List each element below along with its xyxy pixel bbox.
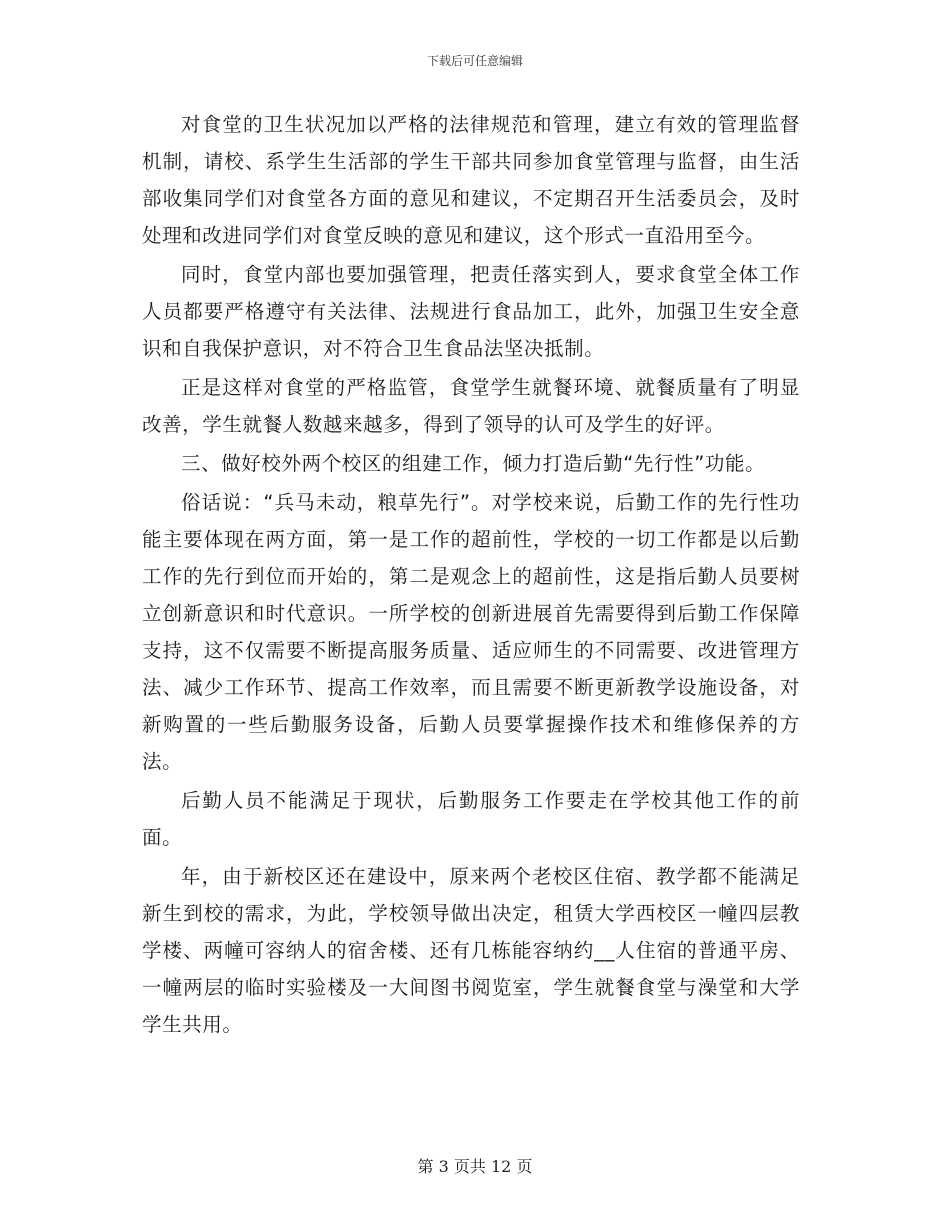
page-footer: 第 3 页共 12 页 — [417, 1157, 533, 1176]
paragraph-staff: 后勤人员不能满足于现状，后勤服务工作要走在学校其他工作的前面。 — [142, 789, 800, 849]
paragraph-internal-management: 同时，食堂内部也要加强管理，把责任落实到人，要求食堂全体工作人员都要严格遵守有关法律、法规进行食品加工，此外，加强卫生安全意识和自我保护意识，对不符合卫生食品法坚决抵制。 — [142, 263, 800, 360]
paragraph-proverb: 俗话说：“兵马未动，粮草先行”。对学校来说，后勤工作的先行性功能主要体现在两方面，第一是工作的超前性，学校的一切工作都是以后勤工作的先行到位而开始的，第二是观念上的超前性，这是指后勤人员要树立创新意识和时代意识。一所学校的创新进展首先需要得到后勤工作保障支持，这不仅需要不断提高服务质量、适应师生的不同需要、改进管理方法、减少工作环节、提高工作效率，而且需要不断更新教学设施设备，对新购置的一些后勤服务设备，后勤人员要掌握操作技术和维修保养的方法。 — [142, 491, 800, 773]
paragraph-canteen-supervision: 对食堂的卫生状况加以严格的法律规范和管理，建立有效的管理监督机制，请校、系学生生活部的学生干部共同参加食堂管理与监督，由生活部收集同学们对食堂各方面的意见和建议，不定期召开生活委员会，及时处理和改进同学们对食堂反映的意见和建议，这个形式一直沿用至今。 — [142, 113, 800, 247]
page-header: 下载后可任意编辑 — [426, 54, 523, 68]
paragraph-improvement: 正是这样对食堂的严格监管，食堂学生就餐环境、就餐质量有了明显改善，学生就餐人数越来越多，得到了领导的认可及学生的好评。 — [142, 376, 800, 436]
section-heading-campus: 三、做好校外两个校区的组建工作，倾力打造后勤“先行性”功能。 — [181, 452, 766, 475]
document-body — [142, 106, 800, 1045]
paragraph-new-campus: 年，由于新校区还在建设中，原来两个老校区住宿、教学都不能满足新生到校的需求，为此，学校领导做出决定，租赁大学西校区一幢四层教学楼、两幢可容纳人的宿舍楼、还有几栋能容纳约__人住宿的普通平房、一幢两层的临时实验楼及一大间图书阅览室，学生就餐食堂与澡堂和大学学生共用。 — [142, 865, 800, 1036]
